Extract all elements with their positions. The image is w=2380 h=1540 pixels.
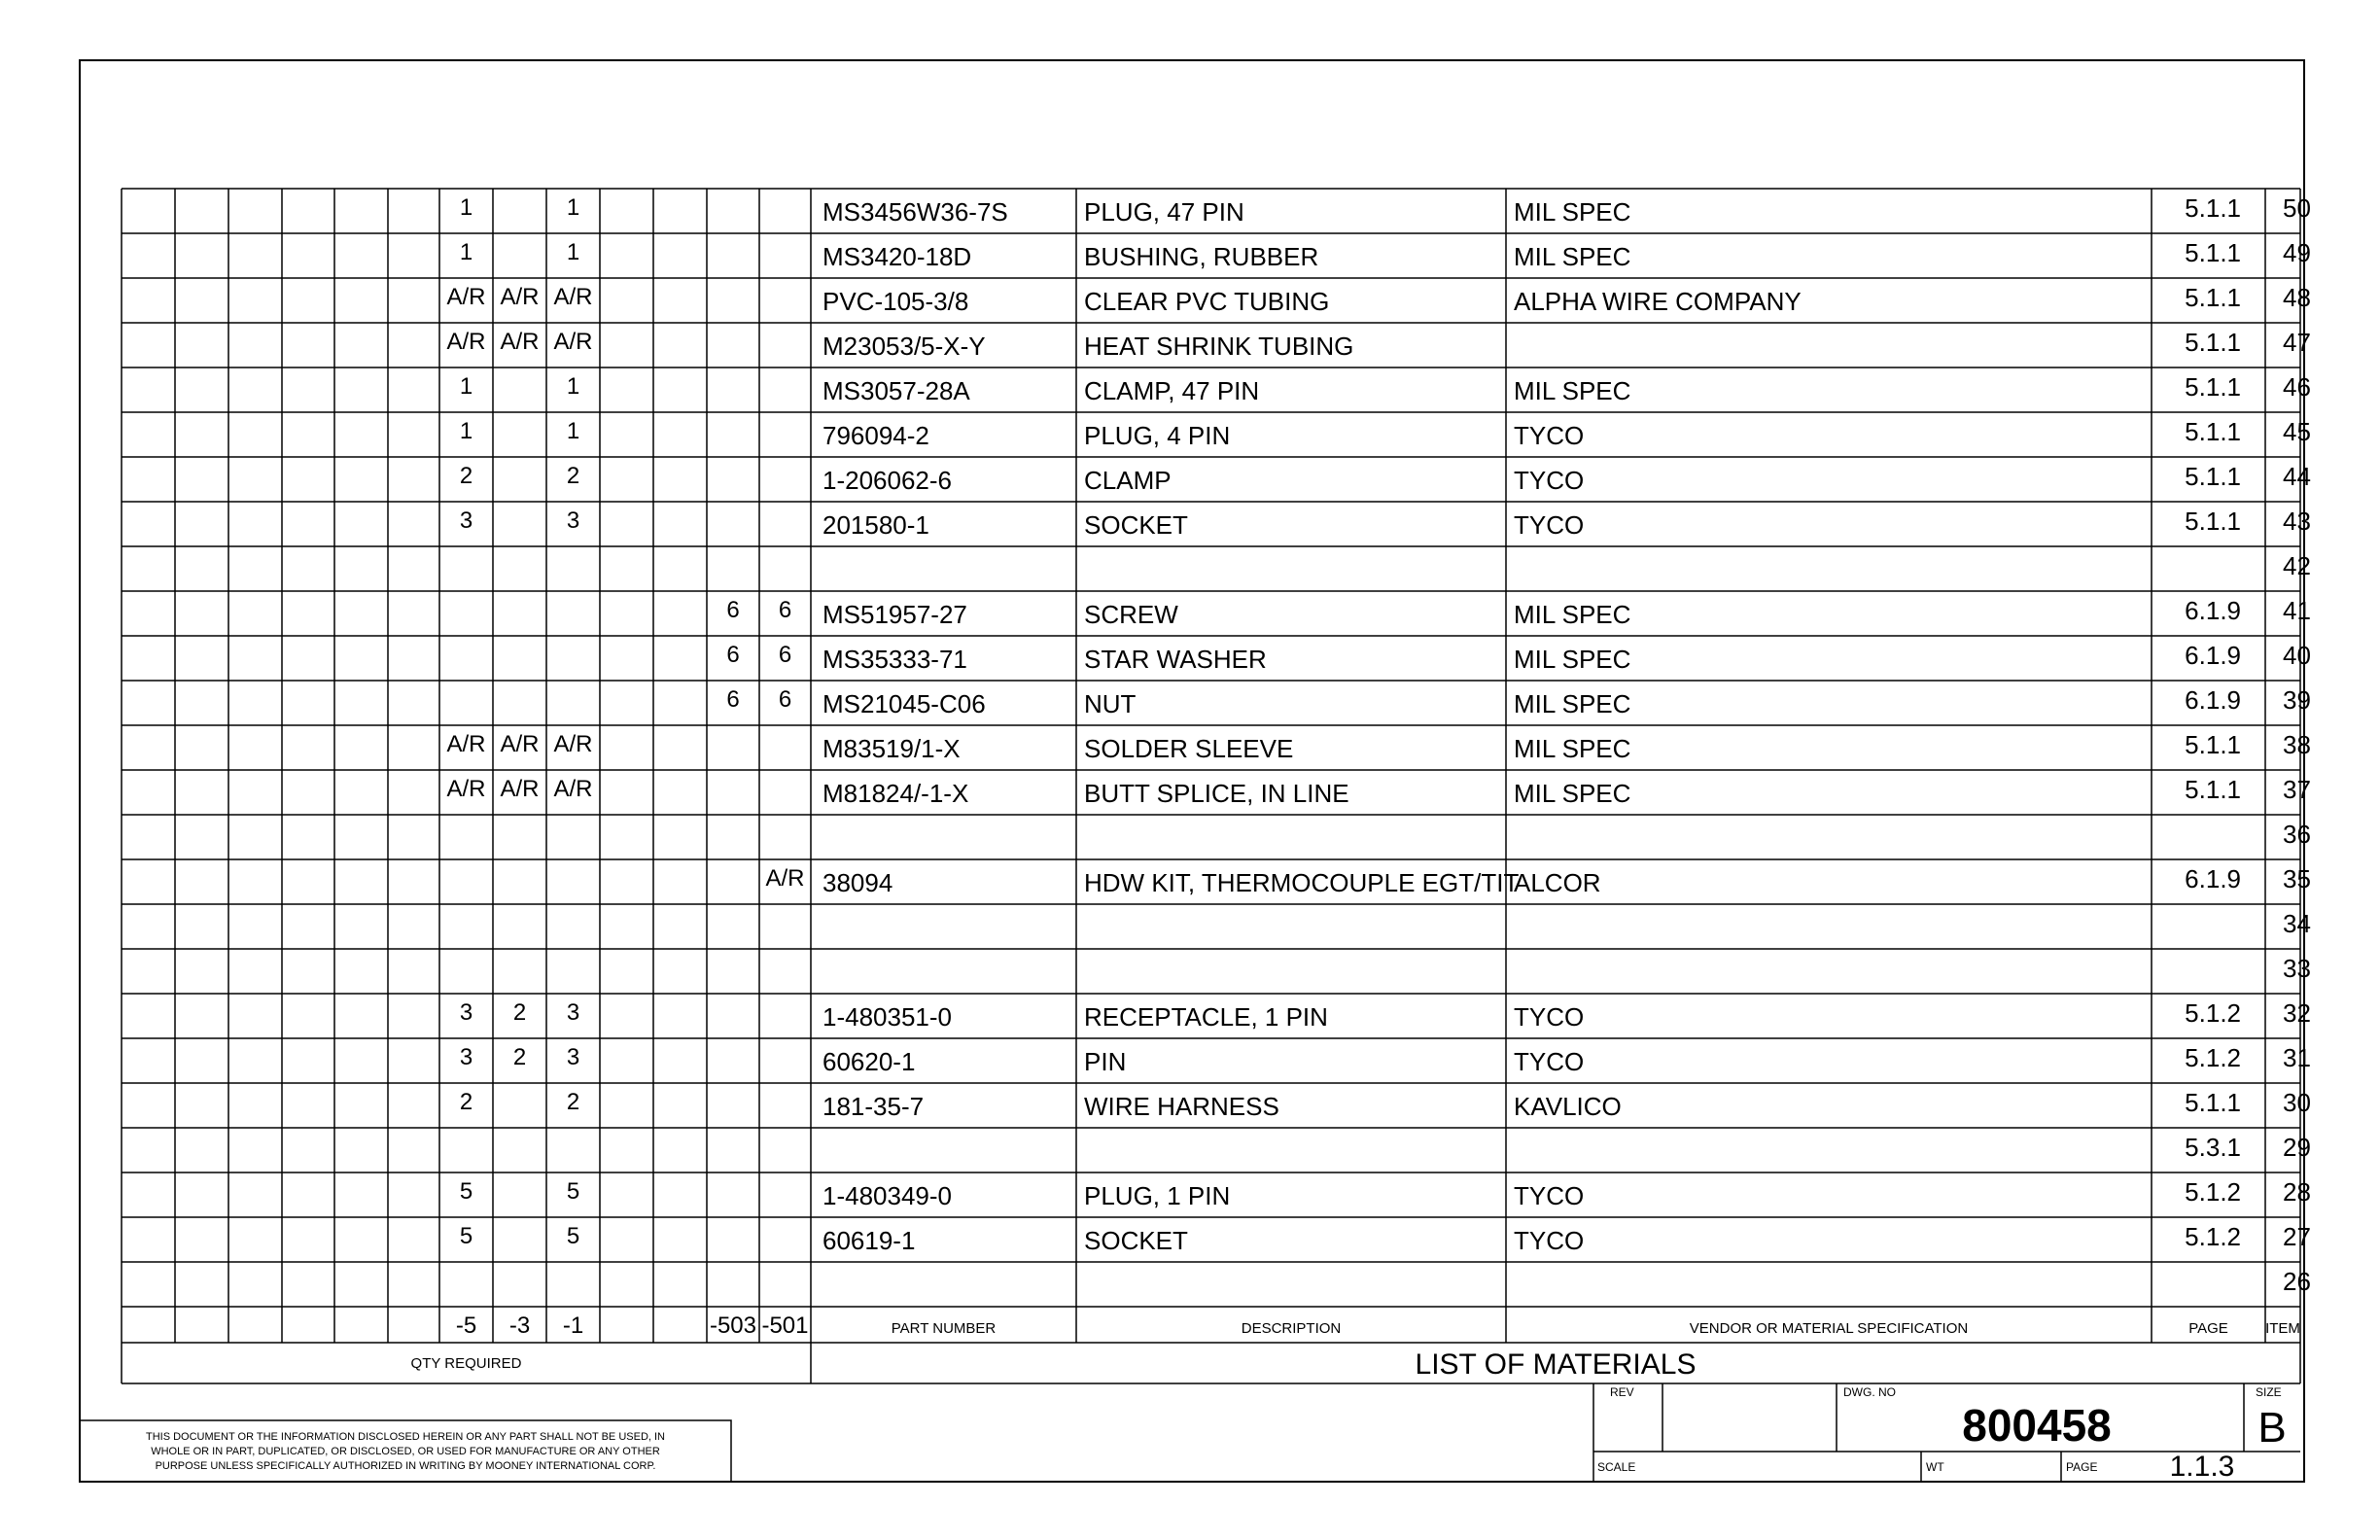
table-row — [2283, 1267, 2311, 1296]
part-number-cell: M83519/1-X — [822, 734, 961, 763]
description-cell: PLUG, 4 PIN — [1084, 421, 1231, 450]
item-cell: 30 — [2283, 1088, 2311, 1117]
item-cell: 44 — [2283, 462, 2311, 491]
qty-cell: A/R — [765, 865, 805, 892]
part-number-cell: M81824/-1-X — [822, 779, 969, 808]
item-header: ITEM — [2265, 1320, 2300, 1337]
qty-cell: 1 — [459, 194, 473, 221]
sheet-page: 1.1.3 — [2169, 1451, 2235, 1483]
qty-cell: A/R — [446, 284, 486, 310]
table-row — [2283, 551, 2311, 580]
part-number-cell: MS3420-18D — [822, 242, 972, 271]
qty-cell: 3 — [459, 1044, 473, 1070]
description-cell: RECEPTACLE, 1 PIN — [1084, 1002, 1328, 1032]
vendor-cell: TYCO — [1514, 1226, 1585, 1255]
rev-label: REV — [1610, 1385, 1634, 1399]
qty-cell: A/R — [500, 329, 540, 355]
vendor-cell: MIL SPEC — [1514, 376, 1631, 405]
page-cell: 5.1.1 — [2185, 1088, 2241, 1117]
qty-cell: A/R — [446, 329, 486, 355]
part-number-cell: 1-480351-0 — [822, 1002, 952, 1032]
item-cell: 31 — [2283, 1043, 2311, 1072]
page-cell: 5.1.1 — [2185, 372, 2241, 402]
table-row — [726, 596, 2311, 629]
vendor-cell: TYCO — [1514, 1047, 1585, 1076]
item-cell: 41 — [2283, 596, 2311, 625]
table-row — [446, 328, 2310, 361]
page-cell: 5.1.1 — [2185, 238, 2241, 267]
table-row — [460, 1222, 2311, 1255]
description-cell: SOCKET — [1084, 510, 1188, 540]
table-row — [446, 775, 2310, 808]
dwg-no-label: DWG. NO — [1843, 1385, 1896, 1399]
notice-line: WHOLE OR IN PART, DUPLICATED, OR DISCLOSED, OR USED FOR MANUFACTURE OR ANY OTHER — [151, 1446, 660, 1457]
part-number-cell: 1-480349-0 — [822, 1181, 952, 1210]
notice-line: PURPOSE UNLESS SPECIFICALLY AUTHORIZED IN WRITING BY MOONEY INTERNATIONAL CORP. — [155, 1460, 656, 1472]
table-row — [460, 238, 2311, 271]
item-cell: 46 — [2283, 372, 2311, 402]
page-cell: 5.1.1 — [2185, 328, 2241, 357]
vendor-cell: MIL SPEC — [1514, 689, 1631, 718]
part-number-cell: 1-206062-6 — [822, 466, 952, 495]
item-cell: 34 — [2283, 909, 2311, 938]
description-cell: STAR WASHER — [1084, 645, 1267, 674]
table-row — [460, 417, 2311, 450]
qty-cell: 3 — [459, 999, 473, 1026]
qty-cell: 6 — [726, 597, 740, 623]
table-row — [765, 864, 2310, 897]
title-block — [1593, 1383, 2300, 1483]
item-cell: 29 — [2283, 1133, 2311, 1162]
qty-required-label: QTY REQUIRED — [410, 1355, 522, 1372]
part-number-cell: M23053/5-X-Y — [822, 332, 986, 361]
page-header: PAGE — [2188, 1320, 2228, 1337]
qty-cell: 2 — [459, 463, 473, 489]
item-cell: 48 — [2283, 283, 2311, 312]
item-cell: 38 — [2283, 730, 2311, 759]
table-row — [460, 462, 2311, 495]
qty-cell: 5 — [459, 1178, 473, 1205]
item-cell: 40 — [2283, 641, 2311, 670]
vendor-cell: TYCO — [1514, 421, 1585, 450]
drawing-number: 800458 — [1962, 1400, 2112, 1451]
qty-cell: 5 — [566, 1178, 580, 1205]
qty-cell: 1 — [459, 418, 473, 444]
qty-cell: 6 — [778, 642, 792, 668]
size-label: SIZE — [2256, 1385, 2282, 1399]
description-cell: NUT — [1084, 689, 1137, 718]
description-header: DESCRIPTION — [1241, 1320, 1342, 1337]
qty-cell: 3 — [566, 508, 580, 534]
description-cell: PLUG, 47 PIN — [1084, 197, 1244, 227]
qty-dash-header: -1 — [562, 1312, 584, 1339]
table-row — [2283, 954, 2311, 983]
qty-cell: 3 — [566, 999, 580, 1026]
part-number-cell: 60620-1 — [822, 1047, 916, 1076]
item-cell: 37 — [2283, 775, 2311, 804]
item-cell: 32 — [2283, 998, 2311, 1028]
qty-cell: 6 — [726, 642, 740, 668]
page-cell: 6.1.9 — [2185, 641, 2241, 670]
item-cell: 33 — [2283, 954, 2311, 983]
description-cell: PIN — [1084, 1047, 1127, 1076]
description-cell: BUSHING, RUBBER — [1084, 242, 1319, 271]
vendor-cell: ALPHA WIRE COMPANY — [1514, 287, 1802, 316]
qty-cell: A/R — [446, 776, 486, 802]
item-cell: 45 — [2283, 417, 2311, 446]
qty-cell: 1 — [566, 194, 580, 221]
item-cell: 27 — [2283, 1222, 2311, 1251]
description-cell: CLAMP, 47 PIN — [1084, 376, 1260, 405]
page-cell: 5.1.1 — [2185, 193, 2241, 223]
qty-cell: 2 — [566, 1089, 580, 1115]
vendor-cell: ALCOR — [1514, 868, 1601, 897]
page-cell: 6.1.9 — [2185, 864, 2241, 893]
description-cell: SOLDER SLEEVE — [1084, 734, 1294, 763]
item-cell: 36 — [2283, 820, 2311, 849]
description-cell: CLEAR PVC TUBING — [1084, 287, 1330, 316]
part-number-cell: 38094 — [822, 868, 893, 897]
part-number-cell: MS51957-27 — [822, 600, 967, 629]
qty-cell: 5 — [459, 1223, 473, 1249]
qty-cell: 2 — [512, 999, 527, 1026]
qty-cell: 1 — [459, 373, 473, 400]
qty-cell: A/R — [553, 329, 593, 355]
vendor-cell: MIL SPEC — [1514, 779, 1631, 808]
table-row — [460, 372, 2311, 405]
item-cell: 42 — [2283, 551, 2311, 580]
page-label: PAGE — [2066, 1460, 2098, 1474]
item-cell: 47 — [2283, 328, 2311, 357]
qty-cell: 1 — [566, 239, 580, 265]
table-row — [460, 1088, 2311, 1121]
qty-cell: A/R — [500, 284, 540, 310]
qty-cell: 6 — [778, 686, 792, 713]
part-number-cell: MS35333-71 — [822, 645, 967, 674]
table-row — [460, 1043, 2311, 1076]
page-cell: 5.1.2 — [2185, 1043, 2241, 1072]
part-number-cell: 181-35-7 — [822, 1092, 925, 1121]
part-number-cell: PVC-105-3/8 — [822, 287, 969, 316]
item-cell: 39 — [2283, 685, 2311, 715]
table-row — [446, 283, 2310, 316]
page-cell: 5.1.2 — [2185, 998, 2241, 1028]
qty-cell: 3 — [459, 508, 473, 534]
part-number-cell: MS3456W36-7S — [822, 197, 1008, 227]
page-cell: 5.1.1 — [2185, 462, 2241, 491]
proprietary-notice — [80, 1420, 731, 1482]
vendor-header: VENDOR OR MATERIAL SPECIFICATION — [1689, 1320, 1969, 1337]
list-of-materials-title: LIST OF MATERIALS — [1415, 1348, 1697, 1381]
description-cell: CLAMP — [1084, 466, 1172, 495]
page-cell: 5.1.1 — [2185, 283, 2241, 312]
qty-cell: A/R — [553, 776, 593, 802]
part-number-cell: 796094-2 — [822, 421, 929, 450]
vendor-cell: MIL SPEC — [1514, 197, 1631, 227]
item-cell: 35 — [2283, 864, 2311, 893]
qty-cell: A/R — [500, 731, 540, 757]
page-cell: 5.1.2 — [2185, 1222, 2241, 1251]
page-cell: 5.1.2 — [2185, 1177, 2241, 1207]
qty-cell: A/R — [553, 731, 593, 757]
vendor-cell: MIL SPEC — [1514, 645, 1631, 674]
page-cell: 5.1.1 — [2185, 775, 2241, 804]
qty-dash-header: -503 — [709, 1312, 757, 1339]
table-row — [460, 1177, 2311, 1210]
part-number-cell: MS21045-C06 — [822, 689, 986, 718]
qty-cell: 6 — [726, 686, 740, 713]
qty-cell: 1 — [566, 418, 580, 444]
scale-label: SCALE — [1597, 1460, 1636, 1474]
page-cell: 6.1.9 — [2185, 596, 2241, 625]
item-cell: 43 — [2283, 507, 2311, 536]
part-number-cell: 60619-1 — [822, 1226, 916, 1255]
table-row — [726, 641, 2311, 674]
vendor-cell: TYCO — [1514, 1181, 1585, 1210]
wt-label: WT — [1926, 1460, 1944, 1474]
qty-cell: 6 — [778, 597, 792, 623]
sheet-border — [80, 60, 2304, 1482]
qty-dash-header: -3 — [508, 1312, 531, 1339]
description-cell: BUTT SPLICE, IN LINE — [1084, 779, 1349, 808]
part-number-cell: 201580-1 — [822, 510, 929, 540]
page-cell: 5.1.1 — [2185, 417, 2241, 446]
item-cell: 26 — [2283, 1267, 2311, 1296]
description-cell: PLUG, 1 PIN — [1084, 1181, 1231, 1210]
qty-cell: A/R — [446, 731, 486, 757]
page-cell: 6.1.9 — [2185, 685, 2241, 715]
page-cell: 5.1.1 — [2185, 730, 2241, 759]
part-number-cell: MS3057-28A — [822, 376, 970, 405]
table-row — [2185, 1133, 2311, 1162]
vendor-cell: TYCO — [1514, 1002, 1585, 1032]
qty-cell: A/R — [500, 776, 540, 802]
notice-line: THIS DOCUMENT OR THE INFORMATION DISCLOSED HEREIN OR ANY PART SHALL NOT BE USED, IN — [146, 1431, 665, 1443]
page-cell: 5.1.1 — [2185, 507, 2241, 536]
qty-cell: 5 — [566, 1223, 580, 1249]
qty-cell: A/R — [553, 284, 593, 310]
vendor-cell: TYCO — [1514, 466, 1585, 495]
table-row — [726, 685, 2311, 718]
page-cell: 5.3.1 — [2185, 1133, 2241, 1162]
table-row — [2283, 820, 2311, 849]
table-row — [460, 998, 2311, 1032]
qty-dash-header: -5 — [455, 1312, 477, 1339]
vendor-cell: MIL SPEC — [1514, 242, 1631, 271]
table-row — [446, 730, 2310, 763]
sheet-size: B — [2258, 1404, 2287, 1452]
qty-cell: 1 — [459, 239, 473, 265]
table-row — [460, 193, 2311, 227]
vendor-cell: KAVLICO — [1514, 1092, 1622, 1121]
item-cell: 50 — [2283, 193, 2311, 223]
description-cell: SOCKET — [1084, 1226, 1188, 1255]
item-cell: 49 — [2283, 238, 2311, 267]
qty-cell: 1 — [566, 373, 580, 400]
vendor-cell: TYCO — [1514, 510, 1585, 540]
qty-cell: 3 — [566, 1044, 580, 1070]
description-cell: HEAT SHRINK TUBING — [1084, 332, 1354, 361]
qty-dash-header: -501 — [761, 1312, 809, 1339]
vendor-cell: MIL SPEC — [1514, 734, 1631, 763]
description-cell: SCREW — [1084, 600, 1178, 629]
part-number-header: PART NUMBER — [891, 1320, 997, 1337]
qty-cell: 2 — [566, 463, 580, 489]
item-cell: 28 — [2283, 1177, 2311, 1207]
qty-cell: 2 — [512, 1044, 527, 1070]
description-cell: WIRE HARNESS — [1084, 1092, 1279, 1121]
table-row — [460, 507, 2311, 540]
description-cell: HDW KIT, THERMOCOUPLE EGT/TIT — [1084, 868, 1520, 897]
table-row — [2283, 909, 2311, 938]
qty-cell: 2 — [459, 1089, 473, 1115]
bill-of-materials-table — [122, 189, 2311, 1383]
vendor-cell: MIL SPEC — [1514, 600, 1631, 629]
